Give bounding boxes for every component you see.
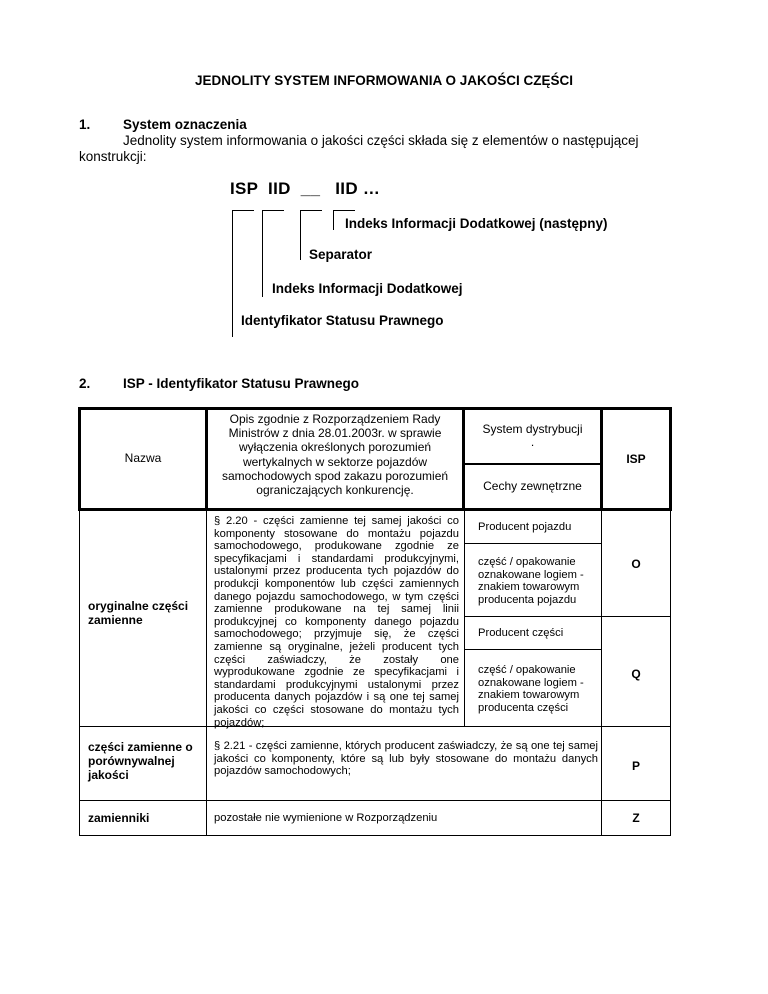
row-replacements-name: zamienniki: [88, 811, 150, 825]
table-line-dist-b: [464, 649, 601, 650]
header-distribution: System dystrybucji: [482, 422, 583, 436]
row-replacements-description: pozostałe nie wymienione w Rozporządzeniu: [214, 812, 438, 824]
header-description: Opis zgodnie z Rozporządzeniem Rady Ministrów z dnia 28.01.2003r. w sprawie wyłączenia określonych porozumień wertykalnych w sektorze pojazdów samochodowych spod zakazu porozumień ograniczających konkurencję.: [221, 412, 449, 498]
bracket-stub-iid: [262, 210, 284, 211]
table-col-line-1: [206, 511, 207, 836]
bracket-line-next-iid: [333, 210, 334, 230]
row-original-ext-a: część / opakowanie oznakowane logiem - znakiem towarowym producenta pojazdu: [478, 556, 584, 606]
table-header-bottom: [78, 508, 672, 511]
header-name: Nazwa: [124, 451, 162, 465]
table-header-divider-1: [205, 407, 208, 511]
row-replacements-code: Z: [632, 811, 640, 825]
row-original-name: oryginalne części zamienne: [88, 599, 189, 627]
row-comparable-code: P: [631, 759, 640, 773]
section-2-title: ISP - Identyfikator Statusu Prawnego: [123, 376, 360, 391]
table-border-left: [79, 511, 80, 836]
header-distribution-dot: .: [530, 435, 535, 449]
section-1-text-line1: Jednolity system informowania o jakości części składa się z elementów o następującej: [123, 133, 639, 148]
bracket-line-isp: [232, 210, 233, 337]
bracket-stub-next-iid: [333, 210, 355, 211]
section-2-number: 2.: [79, 376, 91, 391]
formula: ISP IID __ IID …: [230, 179, 381, 198]
bracket-stub-isp: [232, 210, 254, 211]
table-border-right-header: [669, 407, 672, 511]
table-border-bottom: [79, 835, 671, 836]
table-border-top: [78, 407, 672, 410]
label-isp: Identyfikator Statusu Prawnego: [241, 313, 444, 328]
table-header-mid-line: [462, 463, 603, 465]
table-line-o-q: [464, 616, 671, 617]
header-isp: ISP: [626, 452, 646, 466]
section-1-title: System oznaczenia: [123, 117, 247, 132]
row-comparable-description: § 2.21 - części zamienne, których producent zaświadczy, że są one tej samej jakości co komponenty, które są lub były stosowane do montażu danych pojazdów samochodowych;: [214, 740, 598, 778]
section-1-number: 1.: [79, 117, 91, 132]
section-1-text-line2: konstrukcji:: [79, 149, 147, 164]
row-original-code-a: O: [631, 557, 641, 571]
page-title: JEDNOLITY SYSTEM INFORMOWANIA O JAKOŚCI CZĘŚCI: [194, 73, 574, 88]
row-original-code-b: Q: [631, 667, 641, 681]
row-comparable-name: części zamienne o porównywalnej jakości: [88, 740, 193, 782]
row-original-description: § 2.20 - części zamienne tej samej jakości co komponenty stosowane do montażu pojazdu samochodowego, produkowane zgodnie ze specyfikacjami i standardami produkcyjnymi, ustalonymi przez producenta tych pojazdów do produkcji komponentów lub części zamiennych danego pojazdu samochodowego, w tym części zamienne produkowane na tej samej linii produkcyjnej co komponenty danego pojazdu samochodowego; przyjmuje się, że części zamienne są oryginalne, jeżeli producent tych części zaświadczy, że zostały one wyprodukowane zgodnie ze specyfikacjami i standardami produkcyjnymi ustalonymi przez producenta danych pojazdów i są one tej samej jakości co części stosowane do montażu tych pojazdów;: [214, 515, 459, 729]
bracket-stub-separator: [300, 210, 322, 211]
label-separator: Separator: [309, 247, 373, 262]
table-border-right: [670, 511, 671, 836]
row-original-ext-b: część / opakowanie oznakowane logiem - znakiem towarowym producenta części: [478, 664, 584, 714]
table-line-row-3: [79, 800, 671, 801]
label-next-iid: Indeks Informacji Dodatkowej (następny): [345, 216, 608, 231]
bracket-line-iid: [262, 210, 263, 297]
table-line-dist-a: [464, 543, 601, 544]
header-external: Cechy zewnętrzne: [483, 479, 582, 493]
label-iid: Indeks Informacji Dodatkowej: [272, 281, 463, 296]
bracket-line-separator: [300, 210, 301, 260]
row-original-dist-a: Producent pojazdu: [478, 521, 572, 533]
row-original-dist-b: Producent części: [478, 627, 564, 639]
